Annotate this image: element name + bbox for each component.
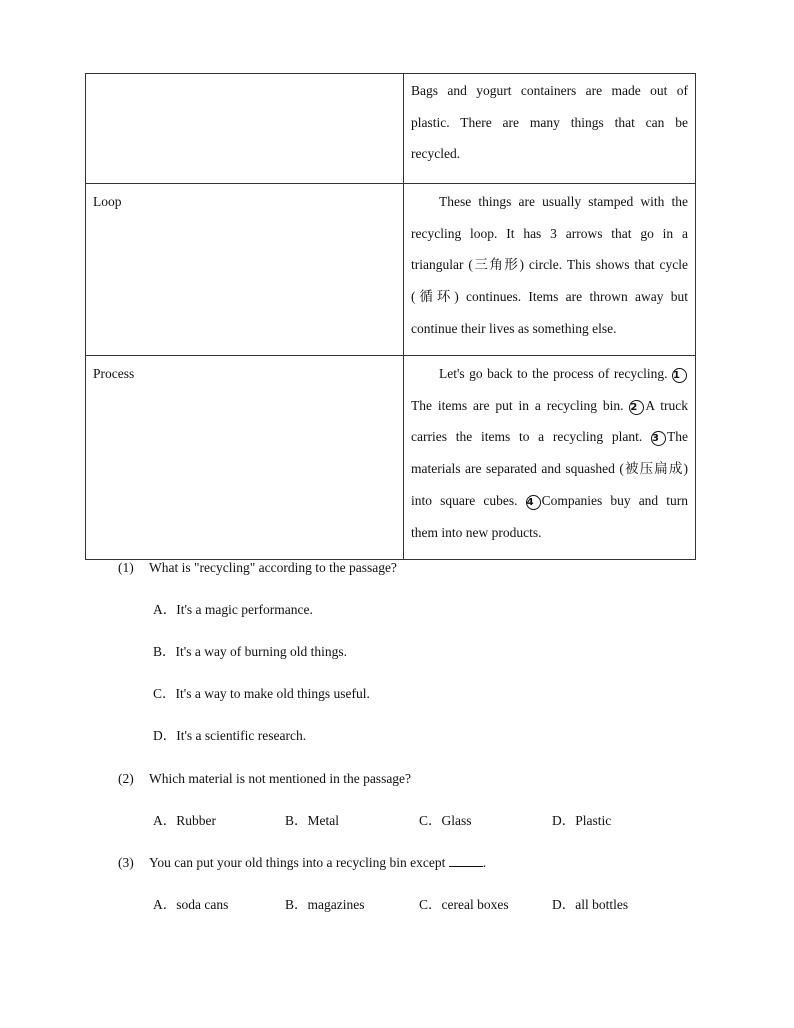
step-marker-icon: 3 xyxy=(651,431,666,446)
question-text: Which material is not mentioned in the passage? xyxy=(149,771,412,786)
option-a[interactable] xyxy=(153,601,313,619)
row-label xyxy=(86,74,404,184)
option-letter: C． xyxy=(419,897,442,912)
option-text: Metal xyxy=(307,813,340,828)
option-letter: D． xyxy=(552,813,576,828)
option-c[interactable] xyxy=(419,812,472,830)
option-c[interactable] xyxy=(419,896,509,914)
option-letter: A． xyxy=(153,813,177,828)
process-step: A truck carries the items to a recycling plant. xyxy=(411,397,688,445)
passage-table xyxy=(85,73,696,560)
option-b[interactable] xyxy=(285,812,339,830)
step-marker-icon: 1 xyxy=(672,368,687,383)
row-content: Bags and yogurt containers are made out of plastic. There are many things that can be recycled. xyxy=(404,74,696,184)
answer-blank[interactable] xyxy=(449,854,483,867)
row-content-process xyxy=(404,356,696,560)
process-step: The materials are separated and squashed (被压扁成) into square cubes. xyxy=(411,429,689,508)
question-text-end: . xyxy=(482,855,487,870)
question-number: (1) xyxy=(118,560,134,575)
row-label: Process xyxy=(86,356,404,560)
option-a[interactable] xyxy=(153,896,228,914)
option-text: Plastic xyxy=(575,813,612,828)
option-text: cereal boxes xyxy=(441,897,509,912)
question-text-wrap xyxy=(149,854,486,872)
option-text: all bottles xyxy=(575,897,629,912)
option-letter: C． xyxy=(153,686,176,701)
option-d[interactable] xyxy=(552,896,628,914)
option-text: magazines xyxy=(307,897,365,912)
process-step: The items are put in a recycling bin. xyxy=(411,397,624,413)
step-marker-icon: 4 xyxy=(526,495,541,510)
option-text: It's a way of burning old things. xyxy=(175,644,348,659)
option-letter: D． xyxy=(153,728,177,743)
question-text: What is "recycling" according to the passage? xyxy=(149,560,397,575)
step-marker-icon: 2 xyxy=(629,400,644,415)
option-letter: D． xyxy=(552,897,576,912)
process-intro: Let's go back to the process of recycling. xyxy=(439,366,668,381)
option-letter: A． xyxy=(153,602,177,617)
table-row xyxy=(86,74,696,184)
option-letter: B． xyxy=(285,897,308,912)
option-letter: A． xyxy=(153,897,177,912)
question-text: You can put your old things into a recycling bin except xyxy=(149,855,446,870)
row-label: Loop xyxy=(86,184,404,356)
option-b[interactable] xyxy=(153,643,347,661)
option-b[interactable] xyxy=(285,896,365,914)
table-row xyxy=(86,356,696,560)
option-text: It's a scientific research. xyxy=(176,728,307,743)
option-text: It's a magic performance. xyxy=(176,602,313,617)
option-letter: B． xyxy=(153,644,176,659)
option-text: Rubber xyxy=(176,813,216,828)
option-a[interactable] xyxy=(153,812,216,830)
row-content: These things are usually stamped with the recycling loop. It has 3 arrows that go in a triangular (三角形) circle. This shows that cycle (循环) continues. Items are thrown away but continue their lives as something else. xyxy=(404,184,696,356)
process-step: Companies buy and turn them into new products. xyxy=(411,492,688,540)
option-d[interactable] xyxy=(552,812,611,830)
option-d[interactable] xyxy=(153,727,306,745)
option-text: Glass xyxy=(441,813,472,828)
question-number: (3) xyxy=(118,855,134,870)
option-text: It's a way to make old things useful. xyxy=(175,686,370,701)
question-number: (2) xyxy=(118,771,134,786)
table-row xyxy=(86,184,696,356)
option-letter: C． xyxy=(419,813,442,828)
option-c[interactable] xyxy=(153,685,370,703)
option-letter: B． xyxy=(285,813,308,828)
option-text: soda cans xyxy=(176,897,229,912)
